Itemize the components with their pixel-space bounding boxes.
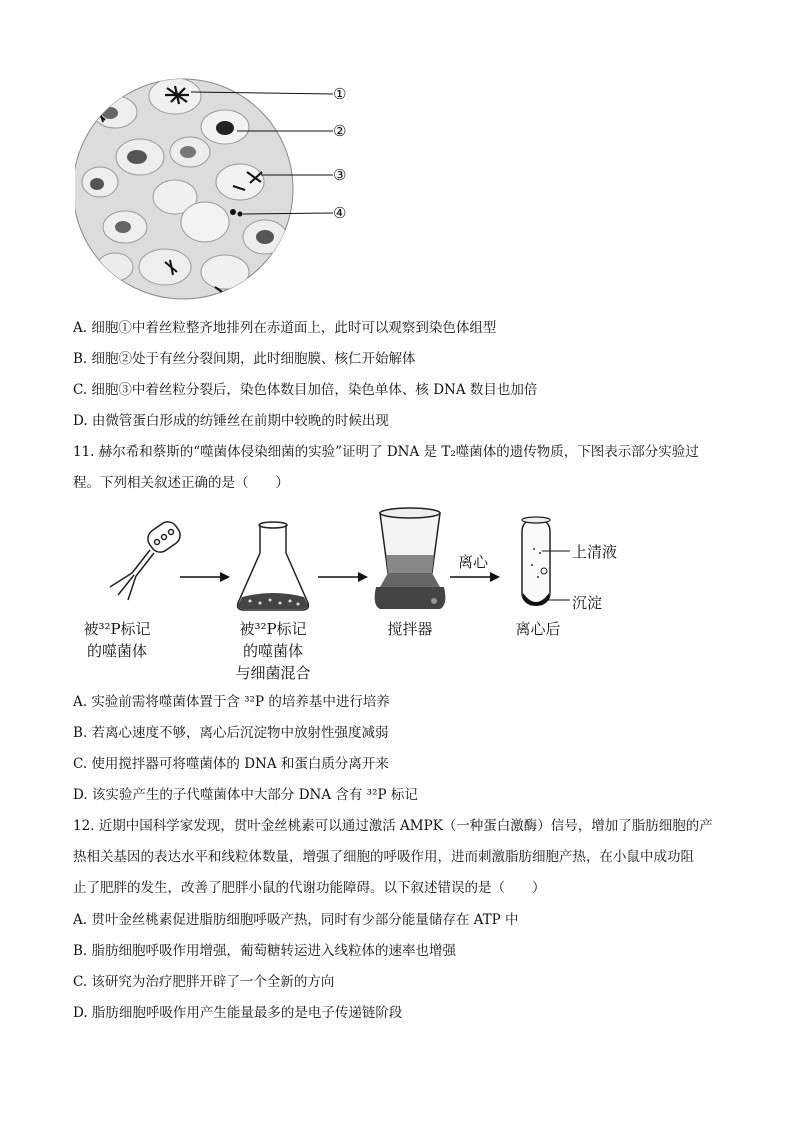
step2-caption <box>218 618 328 684</box>
step2-caption-line3: 与细菌混合 <box>235 664 311 682</box>
q12-option-b: B. 脂肪细胞呼吸作用增强，葡萄糖转运进入线粒体的速率也增强 <box>73 943 457 959</box>
label-1: ① <box>333 85 347 103</box>
blender-icon <box>375 508 446 609</box>
step2-caption-line1: 被³²P标记 <box>239 620 307 638</box>
arrow3-label: 离心 <box>458 553 489 571</box>
cell-micrograph <box>75 72 375 307</box>
q12-option-c: C. 该研究为治疗肥胖开辟了一个全新的方向 <box>73 974 335 990</box>
q10-option-c: C. 细胞③中着丝粒分裂后，染色体数目加倍，染色单体、核 DNA 数目也加倍 <box>73 382 538 398</box>
q10-option-d: D. 由微管蛋白形成的纺锤丝在前期中较晚的时候出现 <box>73 413 389 429</box>
q11-option-c: C. 使用搅拌器可将噬菌体的 DNA 和蛋白质分离开来 <box>73 756 389 772</box>
q12-option-a: A. 贯叶金丝桃素促进脂肪细胞呼吸产热，同时有少部分能量储存在 ATP 中 <box>73 912 519 928</box>
step1-caption-line1: 被³²P标记 <box>83 620 151 638</box>
step3-caption: 搅拌器 <box>387 620 433 638</box>
label-3: ③ <box>333 166 347 184</box>
q12-stem-line1: 12. 近期中国科学家发现，贯叶金丝桃素可以通过激活 AMPK（一种蛋白激酶）信号，增加了脂肪细胞的产 <box>73 818 713 834</box>
q12-stem-line3: 止了肥胖的发生，改善了肥胖小鼠的代谢功能障碍。以下叙述错误的是（ ） <box>73 880 546 896</box>
label-4: ④ <box>333 204 347 222</box>
sediment-label: 沉淀 <box>572 594 603 612</box>
q11-option-b: B. 若离心速度不够，离心后沉淀物中放射性强度减弱 <box>73 725 389 741</box>
step4-caption: 离心后 <box>515 620 561 638</box>
step1-caption-line2: 的噬菌体 <box>86 642 147 660</box>
label-2: ② <box>333 122 347 140</box>
step1-caption <box>62 618 172 662</box>
q11-stem-line2: 程。下列相关叙述正确的是（ ） <box>73 475 289 491</box>
supernatant-label: 上清液 <box>572 543 618 561</box>
q12-option-d: D. 脂肪细胞呼吸作用产生能量最多的是电子传递链阶段 <box>73 1005 403 1021</box>
phage-icon <box>110 518 184 600</box>
q10-option-b: B. 细胞②处于有丝分裂间期，此时细胞膜、核仁开始解体 <box>73 351 416 367</box>
q10-option-a: A. 细胞①中着丝粒整齐地排列在赤道面上，此时可以观察到染色体组型 <box>73 320 497 336</box>
step2-caption-line2: 的噬菌体 <box>242 642 303 660</box>
centrifuge-tube-icon <box>522 517 550 606</box>
q11-option-d: D. 该实验产生的子代噬菌体中大部分 DNA 含有 ³²P 标记 <box>73 787 418 803</box>
q12-stem-line2: 热相关基因的表达水平和线粒体数量，增强了细胞的呼吸作用，进而刺激脂肪细胞产热，在小鼠中成功阻 <box>73 849 694 865</box>
q11-option-a: A. 实验前需将噬菌体置于含 ³²P 的培养基中进行培养 <box>73 694 390 710</box>
flask-icon <box>238 522 309 610</box>
q11-stem-line1: 11. 赫尔希和蔡斯的“噬菌体侵染细菌的实验”证明了 DNA 是 T₂噬菌体的遗传物质，下图表示部分实验过 <box>73 444 699 460</box>
